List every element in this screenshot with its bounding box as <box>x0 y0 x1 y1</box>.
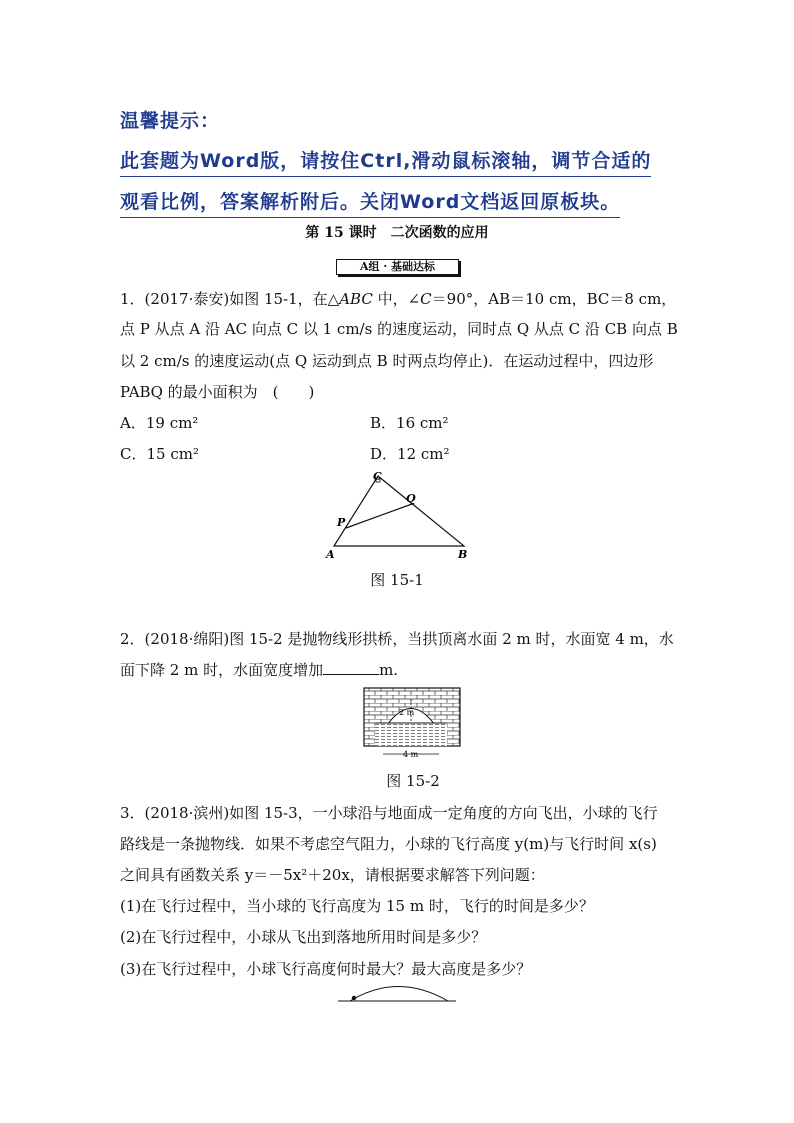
q1-option-b: B．16 cm² <box>370 414 449 432</box>
q1-option-a: A．19 cm² <box>120 414 199 432</box>
lesson-title <box>0 222 794 242</box>
q1-line-1: 1．(2017·泰安)如图 15-1，在△ABC 中，∠C＝90°，AB＝10 cm，BC＝8 cm， <box>120 290 677 308</box>
q3-sub-1: (1)在飞行过程中，当小球的飞行高度为 15 m 时，飞行的时间是多少？ <box>120 897 594 915</box>
q3-line-2: 路线是一条抛物线．如果不考虑空气阻力，小球的飞行高度 y(m)与飞行时间 x(s) <box>120 835 657 853</box>
group-tag: A组 · 基础达标 <box>336 259 459 275</box>
water-area <box>375 723 447 746</box>
q3-sub-2: (2)在飞行过程中，小球从飞出到落地所用时间是多少？ <box>120 928 487 946</box>
label-a: A <box>326 548 335 561</box>
triangle-figure <box>320 468 480 564</box>
q1-option-d: D．12 cm² <box>370 445 450 463</box>
label-b: B <box>458 548 468 561</box>
answer-blank <box>323 662 379 675</box>
tip-line-2: 观看比例，答案解析附后。关闭Word文档返回原板块。 <box>120 187 620 218</box>
q3-line-3: 之间具有函数关系 y＝－5x²＋20x，请根据要求解答下列问题： <box>120 866 545 884</box>
q2-line-2: 面下降 2 m 时，水面宽度增加 m. <box>120 661 399 679</box>
q1-line-3: 以 2 cm/s 的速度运动(点 Q 运动到点 B 时两点均停止)．在运动过程中，四边形 <box>120 352 654 370</box>
tip-line-1: 此套题为Word版，请按住Ctrl,滑动鼠标滚轴，调节合适的 <box>120 146 651 177</box>
q1-option-c: C．15 cm² <box>120 445 199 463</box>
label-c: C <box>373 470 382 483</box>
label-p: P <box>337 516 346 529</box>
bridge-figure <box>363 687 463 763</box>
lesson-number: 第 15 课时 <box>305 225 377 241</box>
height-label: 2 m <box>399 708 415 717</box>
q1-caption: 图 15-1 <box>370 571 424 589</box>
tip-title: 温馨提示： <box>120 110 221 132</box>
segment-pq <box>346 504 412 528</box>
q3-line-1: 3．(2018·滨州)如图 15-3，一小球沿与地面成一定角度的方向飞出，小球的飞行 <box>120 804 658 822</box>
lesson-name: 二次函数的应用 <box>390 225 489 241</box>
q2-line-1: 2．(2018·绵阳)图 15-2 是抛物线形拱桥，当拱顶离水面 2 m 时，水面宽 4 m，水 <box>120 630 674 648</box>
width-label: 4 m <box>403 750 419 759</box>
q2-caption: 图 15-2 <box>386 772 440 790</box>
ball <box>352 996 356 1000</box>
triangle-abc <box>334 476 464 546</box>
q1-line-4: PABQ 的最小面积为 ( ) <box>120 383 315 401</box>
label-q: Q <box>406 492 416 505</box>
q1-line-2: 点 P 从点 A 沿 AC 向点 C 以 1 cm/s 的速度运动，同时点 Q 从点 C 沿 CB 向点 B <box>120 320 678 338</box>
ball-trajectory <box>350 987 448 1002</box>
ball-path-figure <box>336 984 460 1006</box>
q3-sub-3: (3)在飞行过程中，小球飞行高度何时最大？最大高度是多少？ <box>120 960 532 978</box>
